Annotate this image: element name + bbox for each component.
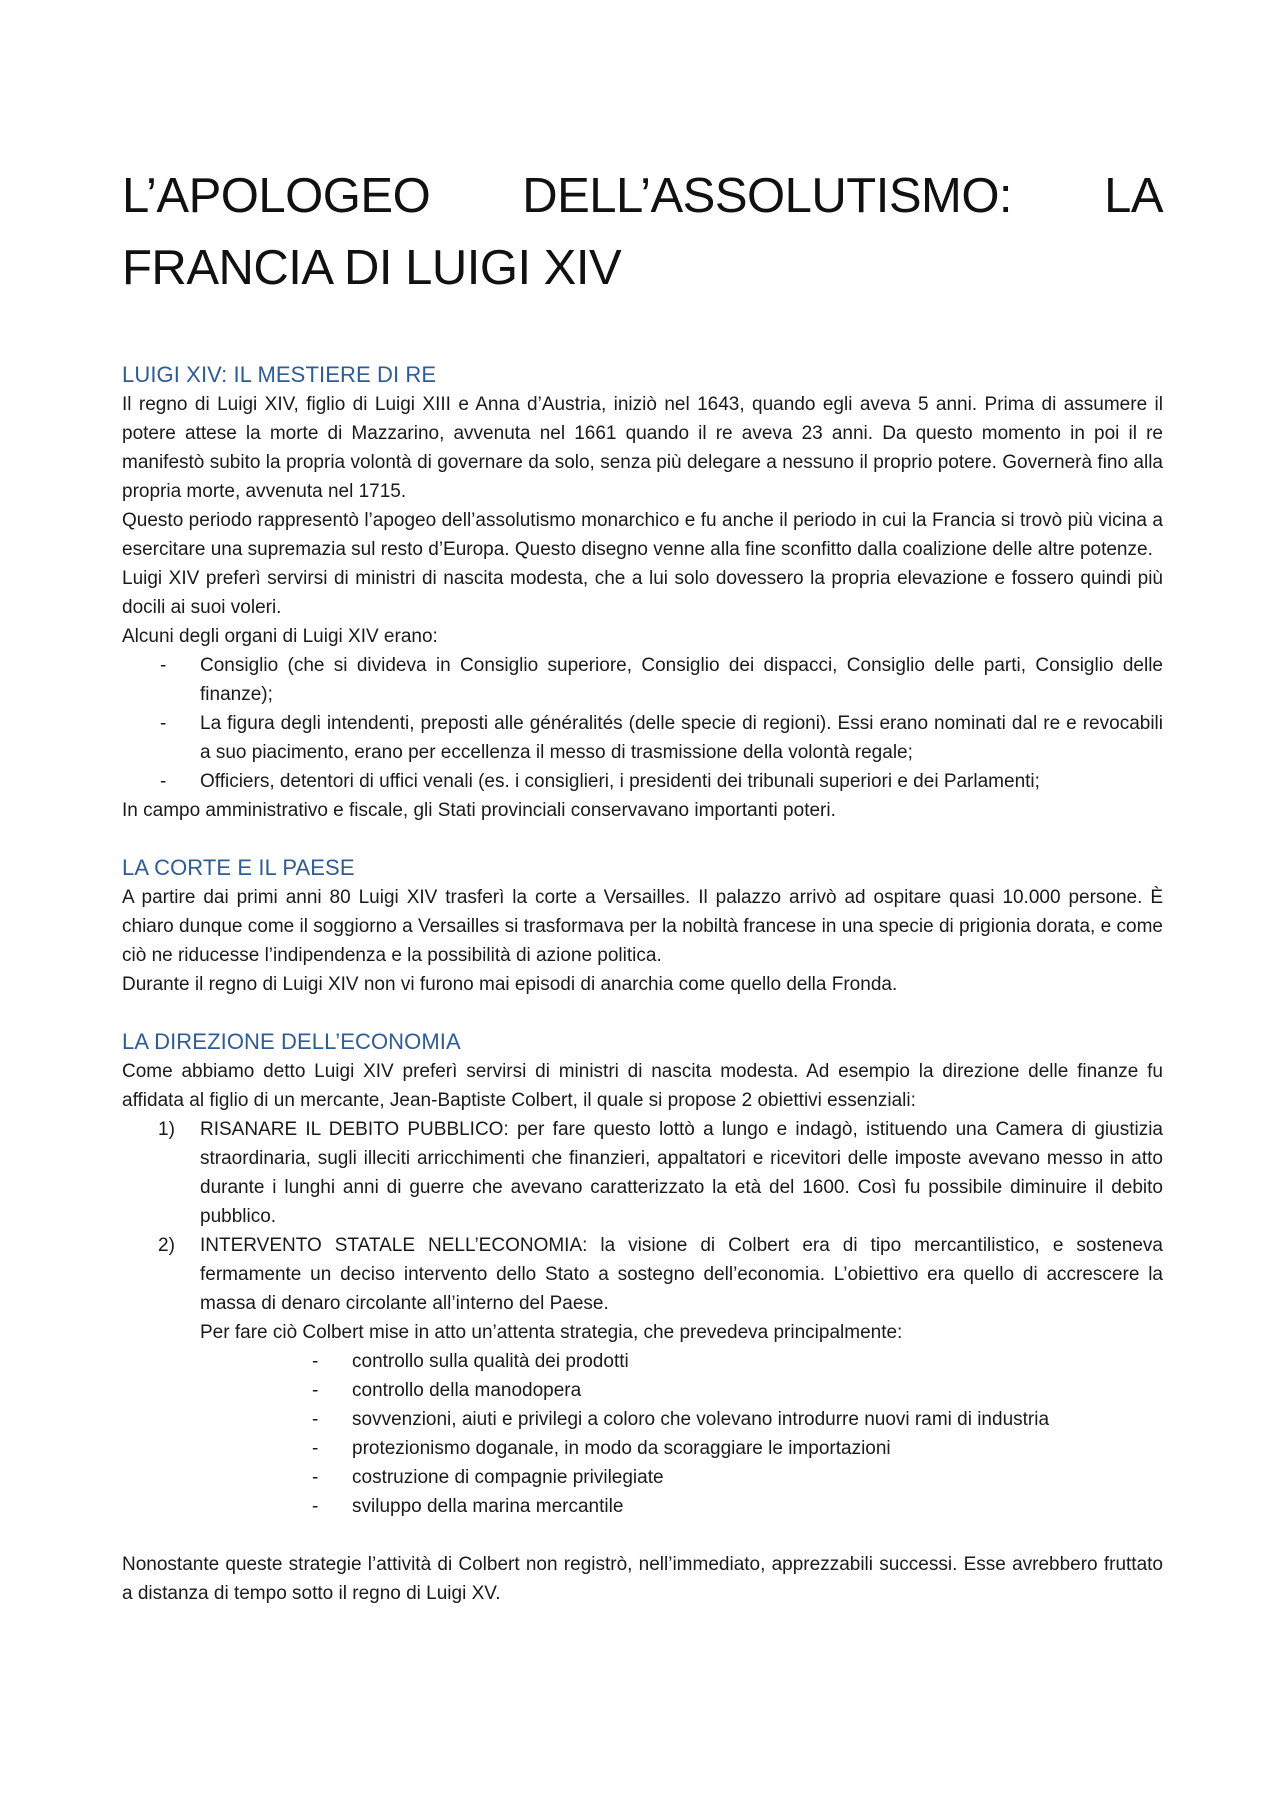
- list-item-text: INTERVENTO STATALE NELL’ECONOMIA: la visione di Colbert era di tipo mercantilistico, e sosteneva fermamente un deciso intervento dello Stato a sostegno dell’economia. L’obiettivo era quello di accrescere la massa di denaro circolante all’interno del Paese.: [200, 1235, 1163, 1314]
- list-item-text: Officiers, detentori di uffici venali (es. i consiglieri, i presidenti dei tribunali superiori e dei Parlamenti;: [200, 771, 1040, 792]
- list-item: [122, 1347, 1163, 1376]
- paragraph: In campo amministrativo e fiscale, gli Stati provinciali conservavano importanti poteri.: [122, 800, 836, 821]
- document-title: [122, 160, 1163, 304]
- list-item-text: sovvenzioni, aiuti e privilegi a coloro che volevano introdurre nuovi rami di industria: [352, 1409, 1050, 1430]
- list-item-text: sviluppo della marina mercantile: [352, 1496, 624, 1517]
- list-item-text: La figura degli intendenti, preposti alle généralités (delle specie di regioni). Essi erano nominati dal re e revocabili a suo piacimento, erano per eccellenza il messo di trasmissione della volontà regale;: [200, 713, 1163, 763]
- list-item-text: costruzione di compagnie privilegiate: [352, 1467, 664, 1488]
- section-mestiere-di-re: [122, 360, 1163, 825]
- list-item: [122, 651, 1163, 709]
- section-corte-e-paese: [122, 853, 1163, 999]
- list-marker: -: [160, 771, 167, 792]
- list-item: [122, 1115, 1163, 1231]
- list-item-text: controllo sulla qualità dei prodotti: [352, 1351, 629, 1372]
- list-marker: -: [312, 1496, 319, 1517]
- list-item: [122, 1405, 1163, 1434]
- paragraph: Come abbiamo detto Luigi XIV preferì servirsi di ministri di nascita modesta. Ad esempio la direzione delle finanze fu affidata al figlio di un mercante, Jean-Baptiste Colbert, il quale si propose 2 obiettivi essenziali:: [122, 1061, 1163, 1111]
- list-marker: -: [312, 1438, 319, 1459]
- strategia-list: [122, 1347, 1163, 1521]
- list-marker: 2): [158, 1235, 175, 1256]
- list-item: [122, 1434, 1163, 1463]
- paragraph: Luigi XIV preferì servirsi di ministri di nascita modesta, che a lui solo dovessero la propria elevazione e fossero quindi più docili ai suoi voleri.: [122, 568, 1163, 618]
- paragraph: Per fare ciò Colbert mise in atto un’attenta strategia, che prevedeva principalmente:: [200, 1322, 903, 1343]
- list-item: [122, 1463, 1163, 1492]
- list-item-text: protezionismo doganale, in modo da scoraggiare le importazioni: [352, 1438, 891, 1459]
- paragraph: Alcuni degli organi di Luigi XIV erano:: [122, 626, 438, 647]
- list-item: [122, 1231, 1163, 1318]
- list-item-text: controllo della manodopera: [352, 1380, 582, 1401]
- list-marker: -: [312, 1351, 319, 1372]
- paragraph: Il regno di Luigi XIV, figlio di Luigi XIII e Anna d’Austria, iniziò nel 1643, quando egli aveva 5 anni. Prima di assumere il potere attese la morte di Mazzarino, avvenuta nel 1661 quando il re aveva 23 anni. Da questo momento in poi il re manifestò subito la propria volontà di governare da solo, senza più delegare a nessuno il proprio potere. Governerà fino alla propria morte, avvenuta nel 1715.: [122, 394, 1163, 502]
- title-line-1: [122, 160, 1163, 232]
- list-item: [122, 1492, 1163, 1521]
- title-line-2: FRANCIA DI LUIGI XIV: [122, 241, 622, 295]
- list-marker: -: [312, 1467, 319, 1488]
- list-item-text: RISANARE IL DEBITO PUBBLICO: per fare questo lottò a lungo e indagò, istituendo una Camera di giustizia straordinaria, sugli illeciti arricchimenti che finanzieri, appaltatori e ricevitori delle imposte avevano messo in atto durante i lunghi anni di guerre che avevano caratterizzato la età del 1600. Così fu possibile diminuire il debito pubblico.: [200, 1119, 1163, 1227]
- closing-paragraph: Nonostante queste strategie l’attività di Colbert non registrò, nell’immediato, apprezzabili successi. Esse avrebbero fruttato a distanza di tempo sotto il regno di Luigi XV.: [122, 1554, 1163, 1604]
- section-heading: LUIGI XIV: IL MESTIERE DI RE: [122, 362, 437, 387]
- list-marker: 1): [158, 1119, 175, 1140]
- title-word-1: L’APOLOGEO: [122, 169, 431, 223]
- obiettivi-list: [122, 1115, 1163, 1318]
- list-marker: -: [160, 655, 167, 676]
- title-word-2: DELL’ASSOLUTISMO:: [522, 169, 1013, 223]
- section-direzione-economia: [122, 1027, 1163, 1608]
- list-item-text: Consiglio (che si divideva in Consiglio superiore, Consiglio dei dispacci, Consiglio delle parti, Consiglio delle finanze);: [200, 655, 1163, 705]
- list-item: [122, 1376, 1163, 1405]
- paragraph: A partire dai primi anni 80 Luigi XIV trasferì la corte a Versailles. Il palazzo arrivò ad ospitare quasi 10.000 persone. È chiaro dunque come il soggiorno a Versailles si trasformava per la nobiltà francese in una specie di prigionia dorata, e come ciò ne riducesse l’indipendenza e la possibilità di azione politica.: [122, 887, 1163, 966]
- section-heading: LA DIREZIONE DELL’ECONOMIA: [122, 1029, 461, 1054]
- list-marker: -: [312, 1409, 319, 1430]
- section-heading: LA CORTE E IL PAESE: [122, 855, 355, 880]
- paragraph: Durante il regno di Luigi XIV non vi furono mai episodi di anarchia come quello della Fronda.: [122, 974, 898, 995]
- list-item: [122, 767, 1163, 796]
- paragraph: Questo periodo rappresentò l’apogeo dell’assolutismo monarchico e fu anche il periodo in cui la Francia si trovò più vicina a esercitare una supremazia sul resto d’Europa. Questo disegno venne alla fine sconfitto dalla coalizione delle altre potenze.: [122, 510, 1163, 560]
- list-marker: -: [312, 1380, 319, 1401]
- list-item: [122, 709, 1163, 767]
- list-marker: -: [160, 713, 167, 734]
- title-word-3: LA: [1104, 169, 1163, 223]
- organi-list: [122, 651, 1163, 796]
